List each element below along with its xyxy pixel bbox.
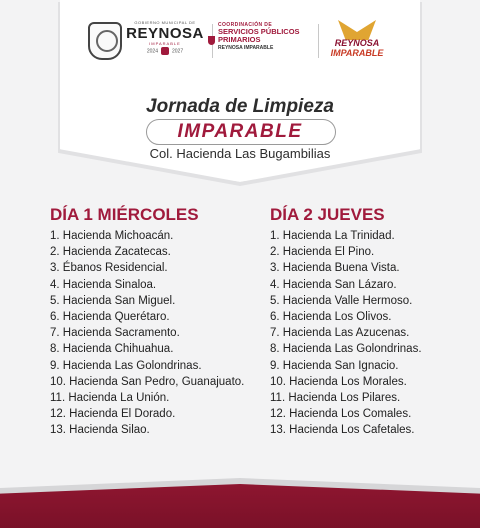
- list-item: 9. Hacienda Las Golondrinas.: [50, 359, 202, 372]
- list-item: 7. Hacienda Sacramento.: [50, 327, 180, 340]
- list-item: 6. Hacienda Los Olivos.: [270, 311, 392, 324]
- list-item: 3. Hacienda Buena Vista.: [270, 262, 400, 275]
- list-item: 6. Hacienda Querétaro.: [50, 311, 170, 324]
- imp-logo-bottom: IMPARABLE: [330, 48, 384, 58]
- gob-tag: IMPARABLE: [149, 41, 181, 46]
- coord-line2a: SERVICIOS PÚBLICOS: [218, 27, 300, 36]
- day1-column: [50, 205, 280, 439]
- gob-name: REYNOSA: [126, 25, 204, 42]
- list-item: 10. Hacienda Los Morales.: [270, 375, 407, 388]
- list-item: 11. Hacienda Los Pilares.: [270, 392, 401, 405]
- list-item: 1. Hacienda La Trinidad.: [270, 230, 395, 242]
- day2-title: DÍA 2 JUEVES: [270, 205, 385, 224]
- gobierno-logo: [122, 20, 208, 62]
- shield-icon: [161, 47, 169, 55]
- gob-year-start: 2024: [146, 48, 158, 55]
- list-item: 4. Hacienda Sinaloa.: [50, 278, 157, 291]
- coordinacion-logo: [218, 22, 310, 62]
- coord-line1: COORDINACIÓN DE: [218, 22, 273, 28]
- colonia-subtitle: Col. Hacienda Las Bugambilias: [149, 146, 331, 161]
- gob-years: [122, 47, 208, 55]
- page-title: Jornada de Limpieza: [146, 96, 334, 117]
- list-item: 13. Hacienda Silao.: [50, 424, 150, 437]
- list-item: 8. Hacienda Chihuahua.: [50, 343, 174, 356]
- logo-divider: [318, 24, 319, 58]
- day1-list: [50, 228, 280, 439]
- day2-column: [270, 205, 470, 439]
- day2-list: [270, 228, 470, 439]
- gob-small-text: GOBIERNO MUNICIPAL DE: [134, 20, 196, 25]
- shield-icon: [208, 36, 215, 45]
- list-item: 10. Hacienda San Pedro, Guanajuato.: [50, 375, 245, 388]
- list-item: 12. Hacienda Los Comales.: [270, 408, 412, 421]
- list-item: 4. Hacienda San Lázaro.: [270, 278, 397, 291]
- coord-line3: REYNOSA IMPARABLE: [218, 45, 274, 51]
- list-item: 12. Hacienda El Dorado.: [50, 408, 176, 421]
- list-item: 11. Hacienda La Unión.: [50, 392, 170, 405]
- list-item: 7. Hacienda Las Azucenas.: [270, 327, 410, 340]
- list-item: 13. Hacienda Los Cafetales.: [270, 424, 415, 437]
- list-item: 2. Hacienda Zacatecas.: [50, 246, 171, 259]
- list-item: 2. Hacienda El Pino.: [270, 246, 375, 259]
- gob-year-end: 2027: [172, 48, 184, 55]
- highlight-text: IMPARABLE: [177, 121, 303, 142]
- list-item: 9. Hacienda San Ignacio.: [270, 359, 399, 372]
- list-item: 3. Ébanos Residencial.: [50, 262, 168, 275]
- reynosa-imparable-logo: [324, 20, 390, 62]
- day1-title: DÍA 1 MIÉRCOLES: [50, 205, 199, 224]
- coord-line2b: PRIMARIOS: [218, 35, 261, 44]
- list-item: 5. Hacienda Valle Hermoso.: [270, 294, 413, 307]
- eagle-wings-icon: [338, 20, 376, 40]
- imp-logo-top: REYNOSA: [334, 38, 380, 48]
- list-item: 5. Hacienda San Miguel.: [50, 294, 176, 307]
- municipal-crest-icon: [88, 22, 122, 60]
- list-item: 1. Hacienda Michoacán.: [50, 230, 174, 242]
- logo-strip: [88, 20, 392, 62]
- list-item: 8. Hacienda Las Golondrinas.: [270, 343, 422, 356]
